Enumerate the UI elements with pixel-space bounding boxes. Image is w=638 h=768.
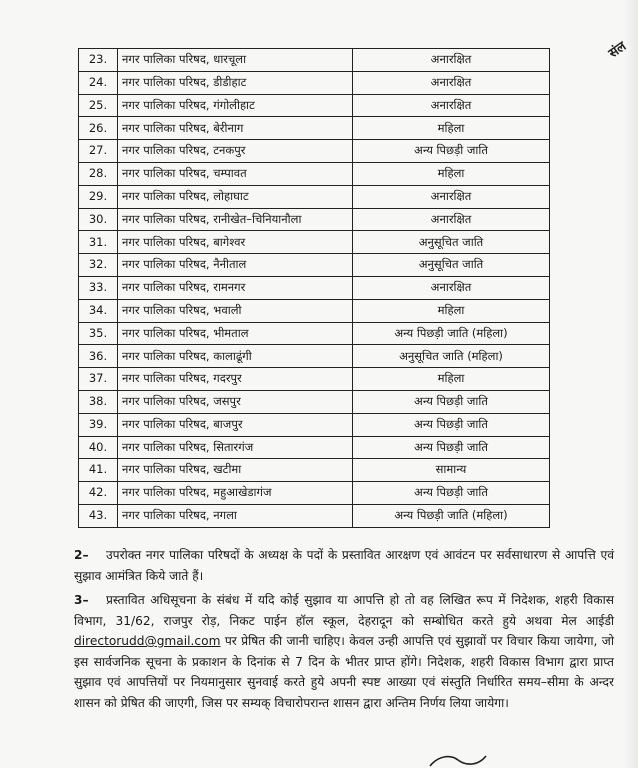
row-number: 24. <box>79 71 118 94</box>
municipality-name: नगर पालिका परिषद, टनकपुर <box>118 140 353 163</box>
email-link[interactable]: directorudd@gmail.com <box>74 634 221 648</box>
table-row <box>79 140 550 163</box>
municipality-name: नगर पालिका परिषद, रानीखेत–चिनियानौला <box>118 208 353 231</box>
row-number: 34. <box>79 299 118 322</box>
row-number: 28. <box>79 162 118 185</box>
reservation-table <box>78 48 550 528</box>
municipality-name: नगर पालिका परिषद, बेरीनाग <box>118 117 353 140</box>
table-row <box>79 94 550 117</box>
municipality-name: नगर पालिका परिषद, गदरपुर <box>118 368 353 391</box>
row-number: 39. <box>79 413 118 436</box>
row-number: 31. <box>79 231 118 254</box>
row-number: 40. <box>79 436 118 459</box>
table-row <box>79 49 550 72</box>
row-number: 41. <box>79 459 118 482</box>
table-row <box>79 345 550 368</box>
table-row <box>79 117 550 140</box>
reservation-category: महिला <box>353 368 550 391</box>
table-row <box>79 368 550 391</box>
paragraph-2-number: 2– <box>74 548 89 562</box>
reservation-category: अन्य पिछड़ी जाति <box>353 390 550 413</box>
municipality-name: नगर पालिका परिषद, सितारगंज <box>118 436 353 459</box>
reservation-category: अनारक्षित <box>353 185 550 208</box>
reservation-category: अनारक्षित <box>353 71 550 94</box>
table-row <box>79 299 550 322</box>
municipality-name: नगर पालिका परिषद, भवाली <box>118 299 353 322</box>
municipality-name: नगर पालिका परिषद, बाजपुर <box>118 413 353 436</box>
table-row <box>79 185 550 208</box>
municipality-name: नगर पालिका परिषद, कालाढूंगी <box>118 345 353 368</box>
page-edge <box>624 0 638 768</box>
municipality-name: नगर पालिका परिषद, महुआखेडागंज <box>118 482 353 505</box>
reservation-category: अनुसूचित जाति <box>353 231 550 254</box>
row-number: 29. <box>79 185 118 208</box>
table-row <box>79 413 550 436</box>
table-row <box>79 459 550 482</box>
table-row <box>79 71 550 94</box>
paragraph-3-number: 3– <box>74 593 89 607</box>
paragraph-3-text-a: प्रस्तावित अधिसूचना के संबंध में यदि कोई सुझाव या आपत्ति हो तो वह लिखित रूप में निदेशक, शहरी विकास विभाग, 31/62, राजपुर रोड़, निकट पाईन हॉल स्कूल, देहरादून को सम्बोधित करते हुये अथवा मेल आईडी <box>74 593 614 628</box>
reservation-category: अनुसूचित जाति (महिला) <box>353 345 550 368</box>
row-number: 25. <box>79 94 118 117</box>
table-row <box>79 322 550 345</box>
municipality-name: नगर पालिका परिषद, नैनीताल <box>118 254 353 277</box>
table-row <box>79 208 550 231</box>
reservation-category: अन्य पिछड़ी जाति <box>353 482 550 505</box>
reservation-category: अनुसूचित जाति <box>353 254 550 277</box>
reservation-category: अन्य पिछड़ी जाति (महिला) <box>353 322 550 345</box>
reservation-category: सामान्य <box>353 459 550 482</box>
reservation-category: अन्य पिछड़ी जाति <box>353 436 550 459</box>
table-row <box>79 482 550 505</box>
row-number: 38. <box>79 390 118 413</box>
reservation-category: अनारक्षित <box>353 208 550 231</box>
table-row <box>79 254 550 277</box>
row-number: 30. <box>79 208 118 231</box>
reservation-category: अन्य पिछड़ी जाति (महिला) <box>353 504 550 527</box>
municipality-name: नगर पालिका परिषद, बागेश्वर <box>118 231 353 254</box>
notice-paragraphs <box>74 545 614 717</box>
reservation-category: अनारक्षित <box>353 94 550 117</box>
side-mark-text: संल <box>606 39 630 62</box>
table-row <box>79 276 550 299</box>
row-number: 43. <box>79 504 118 527</box>
reservation-table-body <box>79 49 550 528</box>
municipality-name: नगर पालिका परिषद, खटीमा <box>118 459 353 482</box>
paragraph-3 <box>74 590 614 713</box>
reservation-category: अन्य पिछड़ी जाति <box>353 140 550 163</box>
reservation-category: महिला <box>353 162 550 185</box>
reservation-category: महिला <box>353 299 550 322</box>
municipality-name: नगर पालिका परिषद, भीमताल <box>118 322 353 345</box>
municipality-name: नगर पालिका परिषद, चम्पावत <box>118 162 353 185</box>
row-number: 32. <box>79 254 118 277</box>
paragraph-2 <box>74 545 614 586</box>
municipality-name: नगर पालिका परिषद, रामनगर <box>118 276 353 299</box>
table-row <box>79 231 550 254</box>
row-number: 27. <box>79 140 118 163</box>
municipality-name: नगर पालिका परिषद, लोहाघाट <box>118 185 353 208</box>
signature-mark <box>428 752 488 768</box>
reservation-category: अन्य पिछड़ी जाति <box>353 413 550 436</box>
table-row <box>79 436 550 459</box>
municipality-name: नगर पालिका परिषद, डीडीहाट <box>118 71 353 94</box>
municipality-name: नगर पालिका परिषद, जसपुर <box>118 390 353 413</box>
row-number: 42. <box>79 482 118 505</box>
table-row <box>79 504 550 527</box>
row-number: 35. <box>79 322 118 345</box>
table-row <box>79 390 550 413</box>
row-number: 36. <box>79 345 118 368</box>
paragraph-3-text-b: पर प्रेषित की जानी चाहिए। केवल उन्ही आपत्ति एवं सुझावों पर विचार किया जायेगा, जो इस सार्वजनिक सूचना के प्रकाशन के दिनांक से 7 दिन के भीतर प्राप्त होंगे। निदेशक, शहरी विकास विभाग द्वारा प्राप्त सुझाव एवं आपत्तियों पर नियमानुसार सुनवाई करते हुये अपनी स्पष्ट आख्या एवं संस्तुति निर्धारित समय–सीमा के अन्दर शासन को प्रेषित की जाएगी, जिस पर सम्यक् विचारोपरान्त शासन द्वारा अन्तिम निर्णय लिया जायेगा। <box>74 634 614 710</box>
row-number: 23. <box>79 49 118 72</box>
row-number: 26. <box>79 117 118 140</box>
table-row <box>79 162 550 185</box>
municipality-name: नगर पालिका परिषद, धारचूला <box>118 49 353 72</box>
reservation-category: अनारक्षित <box>353 276 550 299</box>
municipality-name: नगर पालिका परिषद, गंगोलीहाट <box>118 94 353 117</box>
row-number: 37. <box>79 368 118 391</box>
reservation-category: अनारक्षित <box>353 49 550 72</box>
reservation-category: महिला <box>353 117 550 140</box>
row-number: 33. <box>79 276 118 299</box>
paragraph-2-text: उपरोक्त नगर पालिका परिषदों के अध्यक्ष के पदों के प्रस्तावित आरक्षण एवं आवंटन पर सर्वसाधारण से आपत्ति एवं सुझाव आमंत्रित किये जाते हैं। <box>74 548 614 583</box>
municipality-name: नगर पालिका परिषद, नगला <box>118 504 353 527</box>
